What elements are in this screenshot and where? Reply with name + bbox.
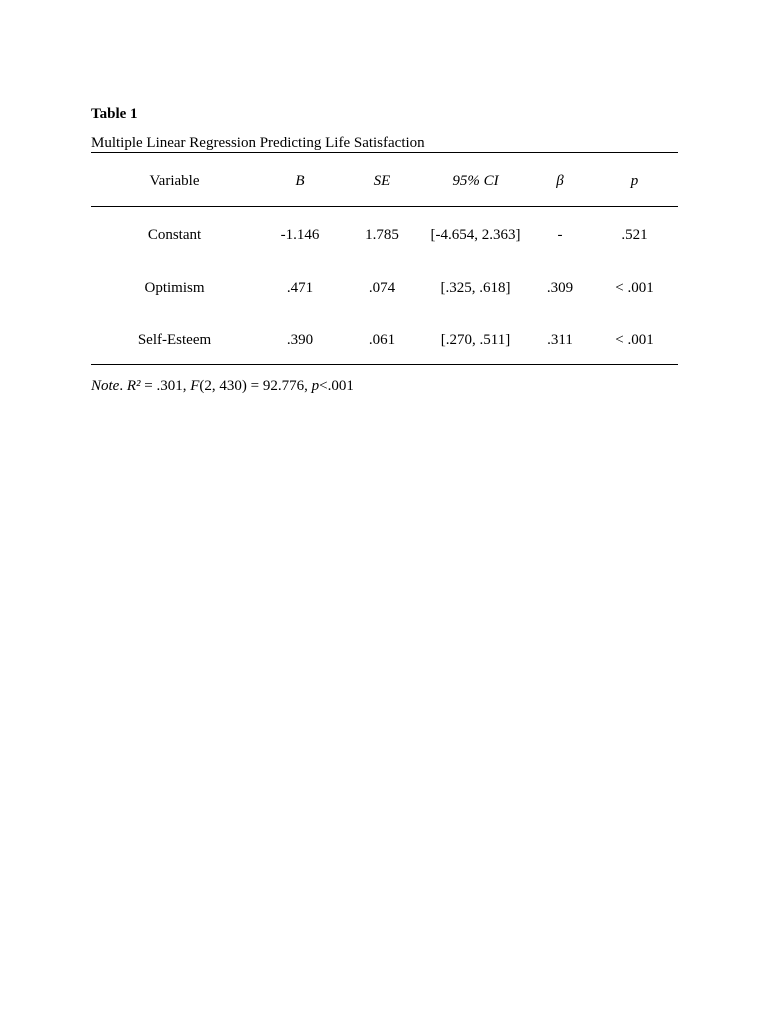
row-p: < .001 bbox=[615, 332, 654, 348]
table-top-rule bbox=[91, 152, 678, 153]
row-p: < .001 bbox=[615, 280, 654, 296]
table-row bbox=[91, 278, 678, 298]
note-p-value: <.001 bbox=[319, 378, 354, 394]
row-se: 1.785 bbox=[365, 227, 399, 243]
row-se: .074 bbox=[368, 280, 396, 296]
table-header-rule bbox=[91, 206, 678, 207]
note-r2-value: = .301, bbox=[140, 378, 191, 394]
table-row bbox=[91, 225, 678, 245]
row-b: .471 bbox=[286, 280, 314, 296]
table-header-row bbox=[91, 171, 678, 191]
row-ci: [.270, .511] bbox=[440, 332, 511, 348]
column-header-se: SE bbox=[373, 173, 391, 189]
table-note bbox=[91, 377, 354, 395]
table-bottom-rule bbox=[91, 364, 678, 365]
row-se: .061 bbox=[368, 332, 396, 348]
note-p-symbol: p bbox=[311, 378, 320, 394]
table-row bbox=[91, 330, 678, 350]
row-b: -1.146 bbox=[280, 227, 320, 243]
note-f-value: (2, 430) = 92.776, bbox=[199, 378, 312, 394]
row-beta: .309 bbox=[546, 280, 574, 296]
table-label: Table 1 bbox=[91, 106, 138, 122]
column-header-p: p bbox=[630, 173, 639, 189]
note-separator: . bbox=[119, 378, 127, 394]
column-header-beta: β bbox=[556, 173, 564, 189]
row-b: .390 bbox=[286, 332, 314, 348]
row-ci: [-4.654, 2.363] bbox=[430, 227, 521, 243]
row-beta: .311 bbox=[547, 332, 573, 348]
row-p: .521 bbox=[621, 227, 648, 243]
column-header-ci: 95% CI bbox=[452, 173, 499, 189]
row-variable: Self-Esteem bbox=[137, 332, 212, 348]
row-variable: Constant bbox=[147, 227, 202, 243]
column-header-variable: Variable bbox=[149, 173, 200, 189]
note-label: Note bbox=[91, 378, 120, 394]
table-title: Multiple Linear Regression Predicting Life Satisfaction bbox=[91, 135, 425, 151]
column-header-b: B bbox=[295, 173, 305, 189]
note-f-symbol: F bbox=[190, 378, 200, 394]
row-variable: Optimism bbox=[144, 280, 205, 296]
note-r2-symbol: R² bbox=[126, 378, 141, 394]
row-beta: - bbox=[557, 227, 563, 243]
row-ci: [.325, .618] bbox=[440, 280, 511, 296]
